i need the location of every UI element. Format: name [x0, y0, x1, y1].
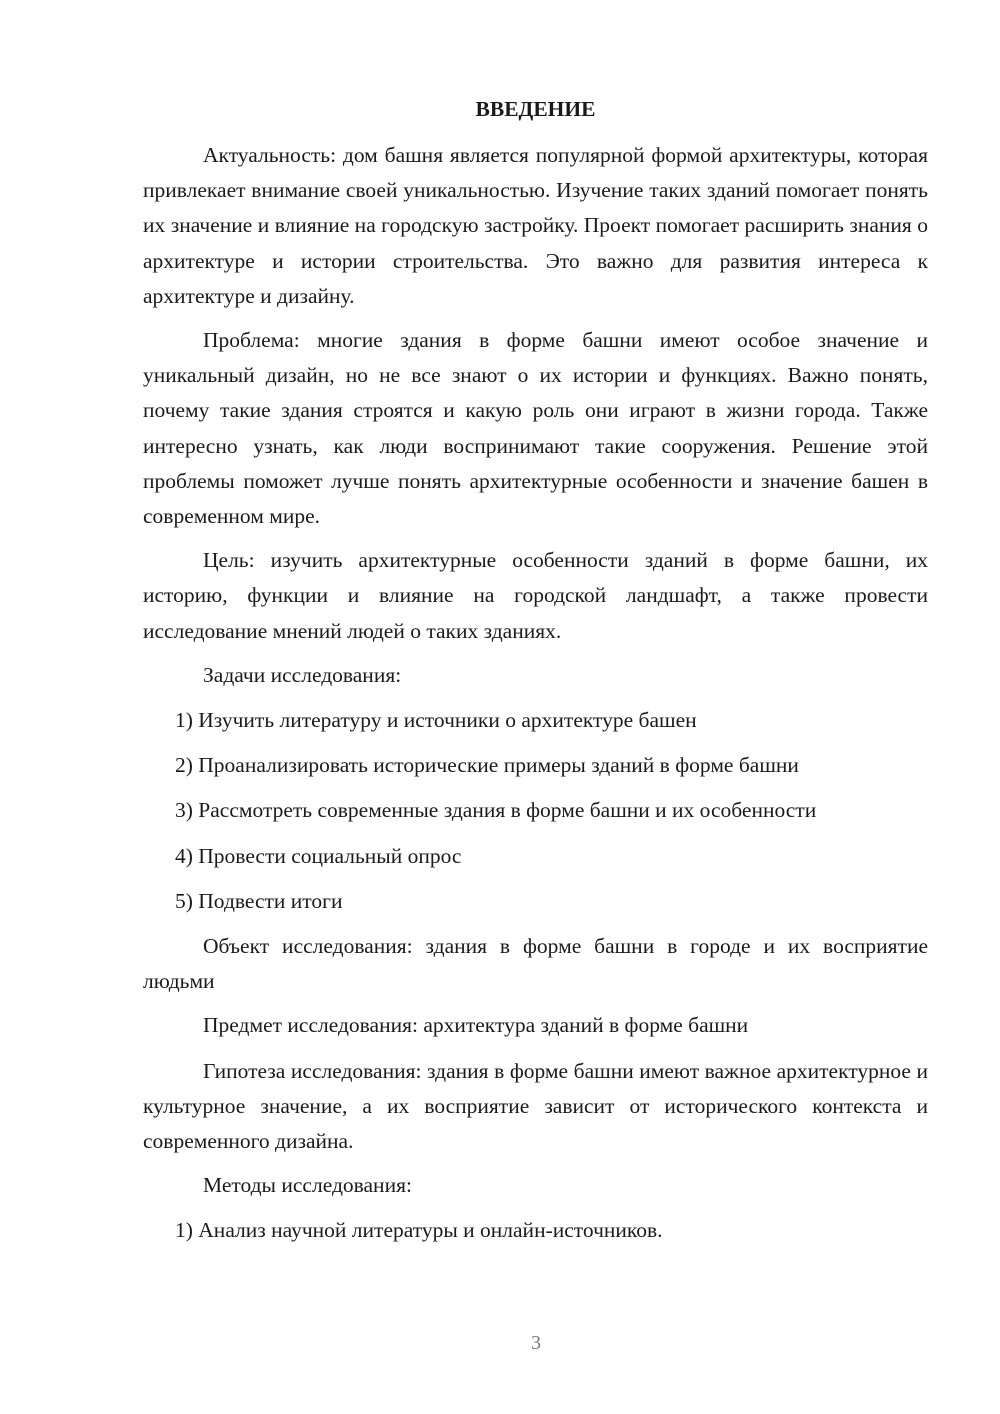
subject-paragraph: Предмет исследования: архитектура зданий в форме башни	[203, 1013, 749, 1038]
task-item-5: 5) Подвести итоги	[175, 888, 343, 913]
method-item-1: 1) Анализ научной литературы и онлайн-источников.	[175, 1218, 663, 1243]
relevance-paragraph: Актуальность: дом башня является популярной формой архитектуры, которая привлекает внимание своей уникальностью. Изучение таких зданий помогает понять их значение и влияние на городскую застройку. Проект помогает расширить знания о архитектуре и истории строительства. Это важно для развития интереса к архитектуре и дизайну.	[143, 143, 928, 308]
task-item-1: 1) Изучить литературу и источники о архитектуре башен	[175, 708, 697, 733]
document-content	[143, 92, 928, 1259]
problem-paragraph: Проблема: многие здания в форме башни имеют особое значение и уникальный дизайн, но не все знают о их истории и функциях. Важно понять, почему такие здания строятся и какую роль они играют в жизни города. Также интересно узнать, как люди воспринимают такие сооружения. Решение этой проблемы поможет лучше понять архитектурные особенности и значение башен в современном мире.	[143, 328, 928, 529]
goal-paragraph: Цель: изучить архитектурные особенности зданий в форме башни, их историю, функции и влияние на городской ландшафт, а также провести исследование мнений людей о таких зданиях.	[143, 548, 928, 643]
hypothesis-paragraph: Гипотеза исследования: здания в форме башни имеют важное архитектурное и культурное значение, а их восприятие зависит от исторического контекста и современного дизайна.	[143, 1058, 928, 1154]
methods-heading: Методы исследования:	[203, 1173, 412, 1198]
task-item-3: 3) Рассмотреть современные здания в форме башни и их особенности	[175, 798, 817, 823]
page-number: 3	[531, 1332, 541, 1354]
tasks-heading: Задачи исследования:	[203, 662, 402, 687]
task-item-4: 4) Провести социальный опрос	[175, 843, 462, 868]
task-item-2: 2) Проанализировать исторические примеры зданий в форме башни	[175, 753, 799, 778]
section-title: ВВЕДЕНИЕ	[475, 97, 596, 121]
object-paragraph: Объект исследования: здания в форме башни в городе и их восприятие людьми	[143, 934, 928, 994]
